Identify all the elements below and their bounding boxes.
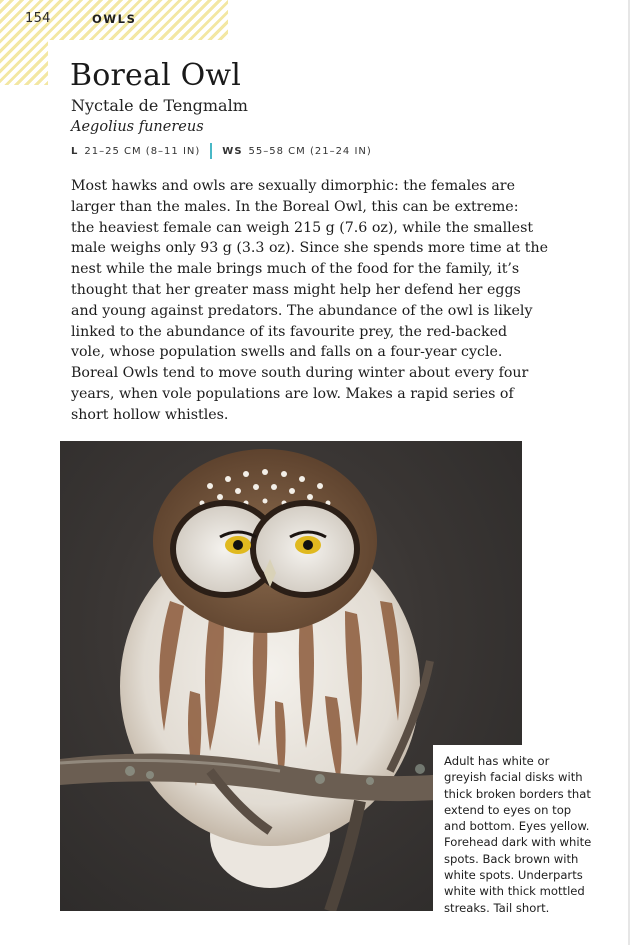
description-line: the heaviest female can weigh 215 g (7.6 oz), while the smallest <box>71 219 534 236</box>
left-pupil <box>233 540 243 550</box>
description-line: larger than the males. In the Boreal Owl, this can be extreme: <box>71 198 519 215</box>
caption-line: extend to eyes on top <box>444 802 572 817</box>
page-number: 154 <box>25 11 51 26</box>
species-description <box>71 176 561 426</box>
length-label: L <box>71 145 79 157</box>
description-line: nest while the male brings much of the food for the family, it’s <box>71 261 520 278</box>
measurements-line <box>71 143 372 159</box>
measurement-divider <box>210 143 212 159</box>
description-line: thought that her greater mass might help her defend her eggs <box>71 281 521 298</box>
caption-line: thick broken borders that <box>444 786 591 801</box>
right-pupil <box>303 540 313 550</box>
wingspan-label: WS <box>222 145 243 157</box>
photo-caption <box>444 753 604 916</box>
description-line: and young against predators. The abundance of the owl is likely <box>71 302 533 319</box>
description-line: short hollow whistles. <box>71 406 229 423</box>
species-common-name: Boreal Owl <box>70 58 242 93</box>
description-line: linked to the abundance of its favourite prey, the red-backed <box>71 323 508 340</box>
description-line: Most hawks and owls are sexually dimorphic: the females are <box>71 178 515 194</box>
caption-line: Forehead dark with white <box>444 835 592 850</box>
caption-line: streaks. Tail short. <box>444 900 550 915</box>
species-french-name: Nyctale de Tengmalm <box>71 96 248 115</box>
description-line: Boreal Owls tend to move south during winter about every four <box>71 365 529 382</box>
caption-line: white spots. Underparts <box>444 868 583 883</box>
section-label: OWLS <box>92 12 137 26</box>
description-line: years, when vole populations are low. Makes a rapid series of <box>71 385 514 402</box>
caption-line: spots. Back brown with <box>444 851 579 866</box>
description-line: vole, whose population swells and falls on a four-year cycle. <box>71 344 503 361</box>
length-value: 21–25 CM (8–11 IN) <box>84 145 201 157</box>
caption-line: and bottom. Eyes yellow. <box>444 819 590 834</box>
description-line: male weighs only 93 g (3.3 oz). Since she spends more time at the <box>71 240 549 257</box>
caption-line: white with thick mottled <box>444 884 585 899</box>
caption-line: greyish facial disks with <box>444 770 583 785</box>
caption-line: Adult has white or <box>444 754 550 768</box>
species-latin-name: Aegolius funereus <box>71 119 204 135</box>
wingspan-value: 55–58 CM (21–24 IN) <box>248 145 372 157</box>
